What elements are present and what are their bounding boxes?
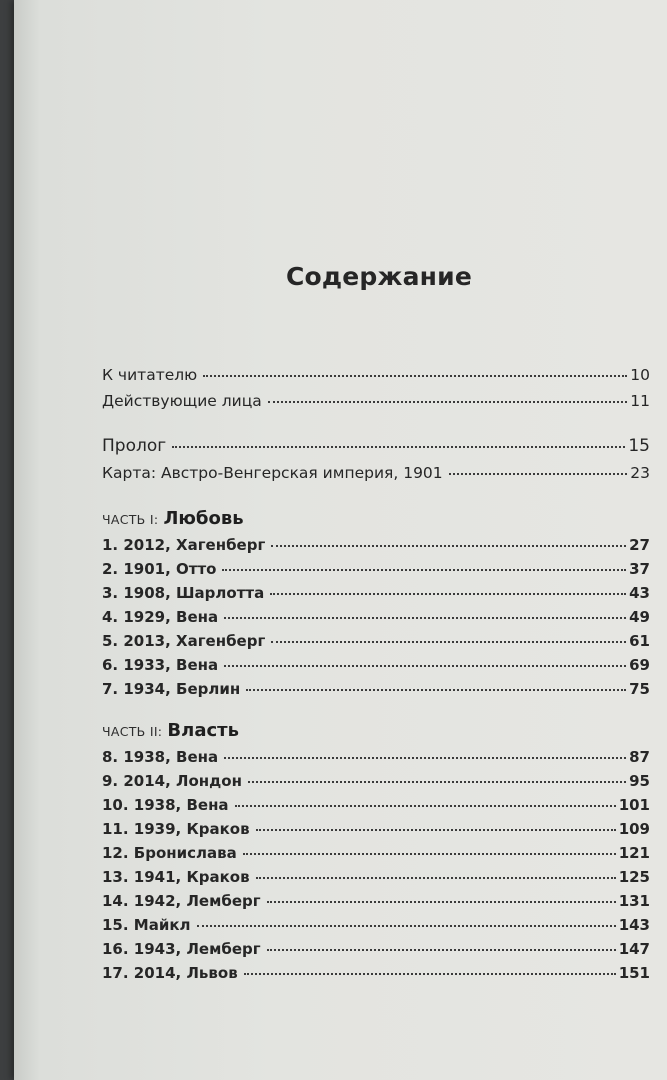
chapter-title: 16. 1943, Лемберг xyxy=(102,940,261,958)
toc-entry-page: 10 xyxy=(630,366,650,384)
toc-chapter xyxy=(102,916,650,940)
chapter-page: 143 xyxy=(618,916,650,934)
chapter-title: 11. 1939, Краков xyxy=(102,820,250,838)
toc-chapter xyxy=(102,820,650,844)
chapter-page: 101 xyxy=(618,796,650,814)
chapter-title: 13. 1941, Краков xyxy=(102,868,250,886)
toc-chapter xyxy=(102,680,650,704)
chapter-page: 109 xyxy=(618,820,650,838)
toc-entry-title: Карта: Австро-Венгерская империя, 1901 xyxy=(102,464,443,482)
chapter-page: 87 xyxy=(629,748,650,766)
toc-leader-dots xyxy=(244,973,616,975)
toc-chapter xyxy=(102,536,650,560)
chapter-page: 151 xyxy=(618,964,650,982)
chapter-title: 14. 1942, Лемберг xyxy=(102,892,261,910)
part-label: ЧАСТЬ I: xyxy=(102,512,159,527)
chapter-title: 7. 1934, Берлин xyxy=(102,680,241,698)
toc-leader-dots xyxy=(271,545,626,547)
toc-chapter xyxy=(102,940,650,964)
toc-chapter xyxy=(102,748,650,772)
toc-leader-dots xyxy=(267,901,616,903)
book-page xyxy=(14,0,667,1080)
chapter-title: 4. 1929, Вена xyxy=(102,608,219,626)
toc-leader-dots xyxy=(246,689,626,691)
page-title: Содержание xyxy=(285,262,473,291)
chapter-page: 27 xyxy=(629,536,650,554)
chapter-page: 37 xyxy=(629,560,650,578)
toc-chapter xyxy=(102,868,650,892)
toc-leader-dots xyxy=(224,617,626,619)
chapter-title: 9. 2014, Лондон xyxy=(102,772,242,790)
chapter-title: 1. 2012, Хагенберг xyxy=(102,536,266,554)
chapter-page: 147 xyxy=(618,940,650,958)
toc-leader-dots xyxy=(270,593,626,595)
part-name: Любовь xyxy=(163,508,244,529)
chapter-page: 43 xyxy=(629,584,650,602)
toc-leader-dots xyxy=(271,641,626,643)
chapter-page: 95 xyxy=(629,772,650,790)
toc-leader-dots xyxy=(222,569,626,571)
toc-chapter xyxy=(102,608,650,632)
chapter-title: 8. 1938, Вена xyxy=(102,748,219,766)
toc-chapter xyxy=(102,656,650,680)
chapter-title: 15. Майкл xyxy=(102,916,191,934)
toc-leader-dots xyxy=(449,473,628,475)
toc-leader-dots xyxy=(197,925,616,927)
chapter-page: 49 xyxy=(629,608,650,626)
part-heading xyxy=(102,720,239,741)
toc-leader-dots xyxy=(248,781,626,783)
toc-entry-page: 15 xyxy=(628,436,650,456)
toc-leader-dots xyxy=(256,877,616,879)
toc-chapter xyxy=(102,772,650,796)
chapter-title: 3. 1908, Шарлотта xyxy=(102,584,265,602)
toc-leader-dots xyxy=(203,375,627,377)
chapter-title: 2. 1901, Отто xyxy=(102,560,217,578)
toc-leader-dots xyxy=(268,401,627,403)
toc-entry-title: Пролог xyxy=(102,436,167,456)
chapter-title: 10. 1938, Вена xyxy=(102,796,229,814)
toc-chapter xyxy=(102,964,650,988)
toc-entry xyxy=(102,366,650,390)
part-label: ЧАСТЬ II: xyxy=(102,724,163,739)
part-heading xyxy=(102,508,244,529)
toc-chapter xyxy=(102,796,650,820)
chapter-page: 125 xyxy=(618,868,650,886)
toc-chapter xyxy=(102,632,650,656)
toc-leader-dots xyxy=(172,446,625,448)
toc-entry xyxy=(102,436,650,460)
chapter-title: 12. Бронислава xyxy=(102,844,237,862)
toc-leader-dots xyxy=(256,829,616,831)
toc-chapter xyxy=(102,560,650,584)
chapter-page: 121 xyxy=(618,844,650,862)
chapter-page: 69 xyxy=(629,656,650,674)
toc-entry-title: К читателю xyxy=(102,366,198,384)
toc-entry-page: 11 xyxy=(630,392,650,410)
toc-leader-dots xyxy=(235,805,616,807)
chapter-title: 6. 1933, Вена xyxy=(102,656,219,674)
toc-entry xyxy=(102,464,650,488)
toc-leader-dots xyxy=(267,949,616,951)
toc-entry xyxy=(102,392,650,416)
chapter-page: 75 xyxy=(629,680,650,698)
toc-chapter xyxy=(102,892,650,916)
chapter-title: 5. 2013, Хагенберг xyxy=(102,632,266,650)
chapter-page: 131 xyxy=(618,892,650,910)
chapter-page: 61 xyxy=(629,632,650,650)
toc-chapter xyxy=(102,584,650,608)
toc-leader-dots xyxy=(243,853,616,855)
toc-leader-dots xyxy=(224,757,626,759)
toc-chapter xyxy=(102,844,650,868)
toc-entry-title: Действующие лица xyxy=(102,392,262,410)
toc-leader-dots xyxy=(224,665,626,667)
part-name: Власть xyxy=(167,720,239,741)
toc-entry-page: 23 xyxy=(630,464,650,482)
chapter-title: 17. 2014, Львов xyxy=(102,964,238,982)
